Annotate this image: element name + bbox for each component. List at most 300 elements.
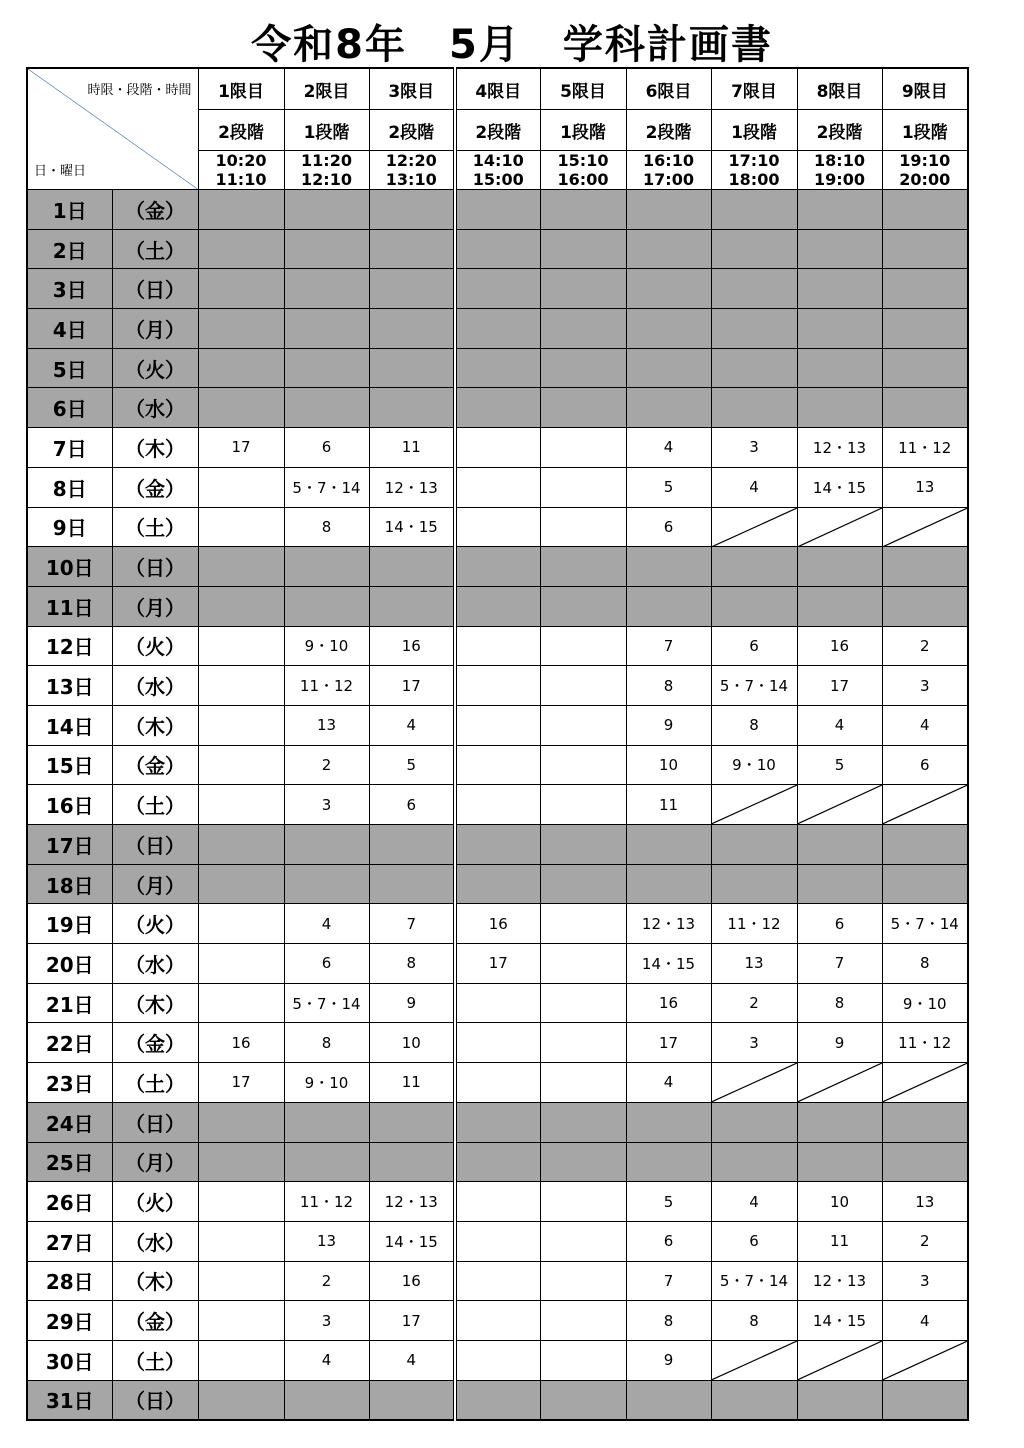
lesson-cell: [797, 309, 882, 349]
table-row: [27, 309, 968, 349]
diagonal-slash-icon: [883, 785, 968, 824]
lesson-cell: 16: [626, 983, 711, 1023]
lesson-cell: [198, 1340, 284, 1380]
lesson-cell: [711, 825, 797, 865]
date-cell: 1日: [27, 190, 112, 230]
lesson-cell: 9: [797, 1023, 882, 1063]
table-row: [27, 1023, 968, 1063]
lesson-cell: 10: [369, 1023, 455, 1063]
lesson-cell: 16: [797, 626, 882, 666]
weekday-cell: （金）: [112, 745, 198, 785]
lesson-cell: 4: [369, 1340, 455, 1380]
lesson-cell: 4: [284, 904, 369, 944]
lesson-cell: [882, 825, 968, 865]
time-end: 12:10: [301, 170, 352, 189]
lesson-cell: 5: [626, 1182, 711, 1222]
diagonal-slash-icon: [883, 1341, 968, 1380]
date-cell: 10日: [27, 547, 112, 587]
lesson-cell: [626, 586, 711, 626]
weekday-cell: （日）: [112, 825, 198, 865]
lesson-cell: 16: [369, 626, 455, 666]
time-header: [626, 151, 711, 190]
lesson-cell: 8: [882, 944, 968, 984]
date-cell: 12日: [27, 626, 112, 666]
time-end: 11:10: [215, 170, 267, 189]
lesson-cell: [198, 705, 284, 745]
lesson-cell: 17: [198, 1063, 284, 1103]
period-header: 9限目: [882, 68, 968, 110]
lesson-cell: 3: [711, 428, 797, 468]
table-row: [27, 190, 968, 230]
lesson-cell: [284, 269, 369, 309]
unavailable-slot: [882, 1340, 968, 1380]
lesson-cell: [540, 904, 626, 944]
lesson-cell: [284, 229, 369, 269]
lesson-cell: [455, 1182, 540, 1222]
table-row: [27, 428, 968, 468]
lesson-cell: [540, 467, 626, 507]
time-end: 15:00: [472, 170, 524, 189]
lesson-cell: [797, 1142, 882, 1182]
lesson-cell: [626, 309, 711, 349]
lesson-cell: 14・15: [369, 1221, 455, 1261]
lesson-cell: 14・15: [626, 944, 711, 984]
lesson-cell: [284, 309, 369, 349]
diagonal-slash-icon: [798, 508, 882, 547]
lesson-cell: [455, 983, 540, 1023]
lesson-cell: 9: [626, 1340, 711, 1380]
lesson-cell: 11・12: [711, 904, 797, 944]
date-cell: 15日: [27, 745, 112, 785]
date-cell: 17日: [27, 825, 112, 865]
lesson-cell: 13: [711, 944, 797, 984]
lesson-cell: 13: [882, 467, 968, 507]
period-header: 4限目: [455, 68, 540, 110]
lesson-cell: [540, 1340, 626, 1380]
lesson-cell: 3: [711, 1023, 797, 1063]
time-start: 17:10: [728, 151, 780, 170]
lesson-cell: [626, 825, 711, 865]
lesson-cell: [455, 666, 540, 706]
lesson-cell: 6: [284, 944, 369, 984]
weekday-cell: （火）: [112, 1182, 198, 1222]
table-row: [27, 586, 968, 626]
stage-header: 2段階: [369, 110, 455, 151]
lesson-cell: [369, 547, 455, 587]
stage-header: 2段階: [198, 110, 284, 151]
lesson-cell: [626, 547, 711, 587]
lesson-cell: [455, 309, 540, 349]
lesson-cell: [882, 190, 968, 230]
lesson-cell: [455, 507, 540, 547]
time-start: 18:10: [814, 151, 865, 170]
lesson-cell: [797, 864, 882, 904]
unavailable-slot: [882, 785, 968, 825]
corner-bottom-label: 日・曜日: [34, 164, 87, 179]
weekday-cell: （水）: [112, 388, 198, 428]
lesson-cell: 11: [626, 785, 711, 825]
lesson-cell: 4: [284, 1340, 369, 1380]
time-header: [369, 151, 455, 190]
table-row: [27, 1102, 968, 1142]
lesson-cell: [455, 467, 540, 507]
lesson-cell: [882, 348, 968, 388]
page-title: 令和8年 5月 学科計画書: [251, 22, 773, 68]
lesson-cell: [284, 864, 369, 904]
lesson-cell: [198, 626, 284, 666]
lesson-cell: [797, 229, 882, 269]
weekday-cell: （日）: [112, 269, 198, 309]
weekday-cell: （金）: [112, 1301, 198, 1341]
table-row: [27, 1142, 968, 1182]
weekday-cell: （日）: [112, 547, 198, 587]
lesson-cell: [540, 1301, 626, 1341]
period-header: 7限目: [711, 68, 797, 110]
lesson-cell: [882, 547, 968, 587]
weekday-cell: （水）: [112, 1221, 198, 1261]
lesson-cell: 9: [626, 705, 711, 745]
lesson-cell: [882, 1102, 968, 1142]
time-end: 19:00: [814, 170, 865, 189]
lesson-cell: 8: [711, 1301, 797, 1341]
date-cell: 13日: [27, 666, 112, 706]
table-row: [27, 348, 968, 388]
lesson-cell: 5・7・14: [284, 983, 369, 1023]
lesson-cell: [882, 309, 968, 349]
lesson-cell: 17: [626, 1023, 711, 1063]
lesson-cell: [455, 1063, 540, 1103]
lesson-cell: [455, 229, 540, 269]
lesson-cell: [455, 1261, 540, 1301]
lesson-cell: 2: [711, 983, 797, 1023]
lesson-cell: [797, 348, 882, 388]
lesson-cell: 6: [711, 626, 797, 666]
time-header: [797, 151, 882, 190]
date-cell: 5日: [27, 348, 112, 388]
lesson-cell: 5: [626, 467, 711, 507]
lesson-cell: [540, 1023, 626, 1063]
lesson-cell: [455, 705, 540, 745]
weekday-cell: （金）: [112, 1023, 198, 1063]
lesson-cell: [797, 190, 882, 230]
time-header: [540, 151, 626, 190]
lesson-cell: 8: [626, 1301, 711, 1341]
table-row: [27, 507, 968, 547]
corner-top-label: 時限・段階・時間: [87, 83, 192, 98]
lesson-cell: 3: [284, 785, 369, 825]
lesson-cell: [882, 864, 968, 904]
unavailable-slot: [711, 507, 797, 547]
lesson-cell: [455, 1340, 540, 1380]
lesson-cell: [198, 547, 284, 587]
lesson-cell: 10: [626, 745, 711, 785]
lesson-cell: 3: [284, 1301, 369, 1341]
lesson-cell: [198, 586, 284, 626]
lesson-cell: [198, 1261, 284, 1301]
lesson-cell: [711, 547, 797, 587]
lesson-cell: [198, 388, 284, 428]
table-row: [27, 1380, 968, 1420]
lesson-cell: [540, 1142, 626, 1182]
time-header: [198, 151, 284, 190]
lesson-cell: [882, 1142, 968, 1182]
weekday-cell: （火）: [112, 904, 198, 944]
weekday-cell: （金）: [112, 467, 198, 507]
lesson-cell: [540, 507, 626, 547]
lesson-cell: [455, 190, 540, 230]
date-cell: 22日: [27, 1023, 112, 1063]
lesson-cell: [626, 269, 711, 309]
lesson-cell: 2: [284, 1261, 369, 1301]
lesson-cell: 14・15: [369, 507, 455, 547]
lesson-cell: [455, 1301, 540, 1341]
lesson-cell: [455, 785, 540, 825]
time-header: [284, 151, 369, 190]
lesson-cell: [882, 586, 968, 626]
lesson-cell: [540, 269, 626, 309]
lesson-cell: [540, 1063, 626, 1103]
lesson-cell: [455, 1102, 540, 1142]
table-row: [27, 467, 968, 507]
date-cell: 3日: [27, 269, 112, 309]
lesson-cell: [198, 1221, 284, 1261]
lesson-cell: 6: [797, 904, 882, 944]
time-start: 12:20: [385, 151, 437, 170]
weekday-cell: （木）: [112, 428, 198, 468]
lesson-cell: [540, 666, 626, 706]
lesson-cell: [455, 864, 540, 904]
lesson-cell: 4: [626, 1063, 711, 1103]
lesson-cell: [540, 388, 626, 428]
unavailable-slot: [797, 1340, 882, 1380]
lesson-cell: 8: [284, 507, 369, 547]
weekday-cell: （土）: [112, 785, 198, 825]
lesson-cell: 9・10: [711, 745, 797, 785]
lesson-cell: 6: [882, 745, 968, 785]
lesson-cell: [198, 507, 284, 547]
time-header: [882, 151, 968, 190]
date-cell: 30日: [27, 1340, 112, 1380]
lesson-cell: 6: [626, 1221, 711, 1261]
period-header: 5限目: [540, 68, 626, 110]
lesson-cell: [626, 1102, 711, 1142]
lesson-cell: 5・7・14: [284, 467, 369, 507]
lesson-cell: [198, 1301, 284, 1341]
date-cell: 29日: [27, 1301, 112, 1341]
lesson-cell: 4: [882, 1301, 968, 1341]
lesson-cell: [626, 864, 711, 904]
lesson-cell: [455, 825, 540, 865]
weekday-cell: （日）: [112, 1380, 198, 1420]
weekday-cell: （火）: [112, 626, 198, 666]
lesson-cell: 16: [198, 1023, 284, 1063]
weekday-cell: （日）: [112, 1102, 198, 1142]
lesson-cell: [284, 1142, 369, 1182]
lesson-cell: [540, 309, 626, 349]
lesson-cell: [540, 586, 626, 626]
weekday-cell: （土）: [112, 1340, 198, 1380]
lesson-cell: [540, 1221, 626, 1261]
lesson-cell: 8: [626, 666, 711, 706]
stage-header: 1段階: [540, 110, 626, 151]
lesson-cell: 7: [369, 904, 455, 944]
lesson-cell: 2: [284, 745, 369, 785]
lesson-cell: [711, 1380, 797, 1420]
stage-header: 2段階: [797, 110, 882, 151]
unavailable-slot: [711, 1340, 797, 1380]
lesson-cell: [369, 229, 455, 269]
lesson-cell: [711, 864, 797, 904]
lesson-cell: [455, 547, 540, 587]
weekday-cell: （月）: [112, 309, 198, 349]
table-row: [27, 1221, 968, 1261]
lesson-cell: [626, 388, 711, 428]
weekday-cell: （土）: [112, 507, 198, 547]
table-row: [27, 705, 968, 745]
lesson-cell: [540, 785, 626, 825]
lesson-cell: 17: [455, 944, 540, 984]
lesson-cell: [369, 1142, 455, 1182]
diagonal-slash-icon: [712, 1063, 797, 1102]
lesson-cell: 11・12: [284, 666, 369, 706]
lesson-cell: [711, 309, 797, 349]
lesson-cell: 7: [626, 1261, 711, 1301]
lesson-cell: 8: [369, 944, 455, 984]
period-header: 8限目: [797, 68, 882, 110]
lesson-cell: [882, 269, 968, 309]
lesson-cell: 6: [369, 785, 455, 825]
lesson-cell: 6: [284, 428, 369, 468]
unavailable-slot: [882, 507, 968, 547]
time-start: 15:10: [557, 151, 609, 170]
lesson-cell: [540, 944, 626, 984]
lesson-cell: [284, 388, 369, 428]
unavailable-slot: [711, 1063, 797, 1103]
weekday-cell: （水）: [112, 944, 198, 984]
lesson-cell: 16: [455, 904, 540, 944]
lesson-cell: [198, 229, 284, 269]
weekday-cell: （金）: [112, 190, 198, 230]
stage-header: 1段階: [882, 110, 968, 151]
unavailable-slot: [711, 785, 797, 825]
lesson-cell: 13: [284, 705, 369, 745]
lesson-cell: [198, 904, 284, 944]
time-start: 16:10: [643, 151, 694, 170]
lesson-cell: 4: [369, 705, 455, 745]
lesson-cell: [540, 1380, 626, 1420]
lesson-cell: [198, 1142, 284, 1182]
table-row: [27, 864, 968, 904]
lesson-cell: [626, 1142, 711, 1182]
lesson-cell: [711, 1102, 797, 1142]
lesson-cell: [369, 388, 455, 428]
table-row: [27, 944, 968, 984]
table-row: [27, 785, 968, 825]
time-end: 16:00: [557, 170, 609, 189]
lesson-cell: 14・15: [797, 1301, 882, 1341]
weekday-cell: （火）: [112, 348, 198, 388]
lesson-cell: 8: [284, 1023, 369, 1063]
unavailable-slot: [797, 1063, 882, 1103]
unavailable-slot: [797, 507, 882, 547]
date-cell: 28日: [27, 1261, 112, 1301]
lesson-cell: 2: [882, 1221, 968, 1261]
time-end: 13:10: [385, 170, 437, 189]
lesson-cell: [284, 586, 369, 626]
lesson-cell: [455, 388, 540, 428]
lesson-cell: [540, 745, 626, 785]
weekday-cell: （木）: [112, 705, 198, 745]
lesson-cell: [455, 348, 540, 388]
header-corner-cell: [27, 68, 198, 190]
lesson-cell: 9・10: [284, 626, 369, 666]
time-header: [455, 151, 540, 190]
lesson-cell: [882, 388, 968, 428]
table-row: [27, 269, 968, 309]
time-end: 17:00: [643, 170, 694, 189]
lesson-cell: 12・13: [626, 904, 711, 944]
lesson-cell: 6: [626, 507, 711, 547]
lesson-cell: 12・13: [369, 1182, 455, 1222]
date-cell: 8日: [27, 467, 112, 507]
table-row: [27, 666, 968, 706]
period-header: 6限目: [626, 68, 711, 110]
lesson-cell: 9・10: [284, 1063, 369, 1103]
lesson-cell: [455, 626, 540, 666]
lesson-cell: [455, 586, 540, 626]
lesson-cell: [797, 825, 882, 865]
lesson-cell: [284, 825, 369, 865]
lesson-cell: 5・7・14: [711, 666, 797, 706]
table-row: [27, 825, 968, 865]
lesson-cell: [711, 190, 797, 230]
table-row: [27, 547, 968, 587]
lesson-cell: 11・12: [882, 428, 968, 468]
weekday-cell: （月）: [112, 586, 198, 626]
time-end: 18:00: [728, 170, 780, 189]
date-cell: 31日: [27, 1380, 112, 1420]
lesson-cell: [540, 229, 626, 269]
date-cell: 25日: [27, 1142, 112, 1182]
time-start: 10:20: [215, 151, 267, 170]
lesson-cell: [797, 1102, 882, 1142]
lesson-cell: 11・12: [882, 1023, 968, 1063]
table-row: [27, 1182, 968, 1222]
time-start: 11:20: [301, 151, 352, 170]
lesson-cell: [198, 1182, 284, 1222]
stage-header: 1段階: [284, 110, 369, 151]
date-cell: 20日: [27, 944, 112, 984]
date-cell: 26日: [27, 1182, 112, 1222]
lesson-cell: [198, 269, 284, 309]
lesson-cell: [284, 547, 369, 587]
weekday-cell: （木）: [112, 983, 198, 1023]
period-header: 2限目: [284, 68, 369, 110]
lesson-cell: [369, 864, 455, 904]
lesson-cell: [797, 586, 882, 626]
lesson-cell: 16: [369, 1261, 455, 1301]
weekday-cell: （土）: [112, 1063, 198, 1103]
lesson-cell: [711, 269, 797, 309]
diagonal-slash-icon: [798, 1341, 882, 1380]
lesson-cell: 9・10: [882, 983, 968, 1023]
diagonal-slash-icon: [798, 1063, 882, 1102]
date-cell: 18日: [27, 864, 112, 904]
date-cell: 11日: [27, 586, 112, 626]
date-cell: 6日: [27, 388, 112, 428]
lesson-cell: [369, 825, 455, 865]
lesson-cell: [198, 745, 284, 785]
